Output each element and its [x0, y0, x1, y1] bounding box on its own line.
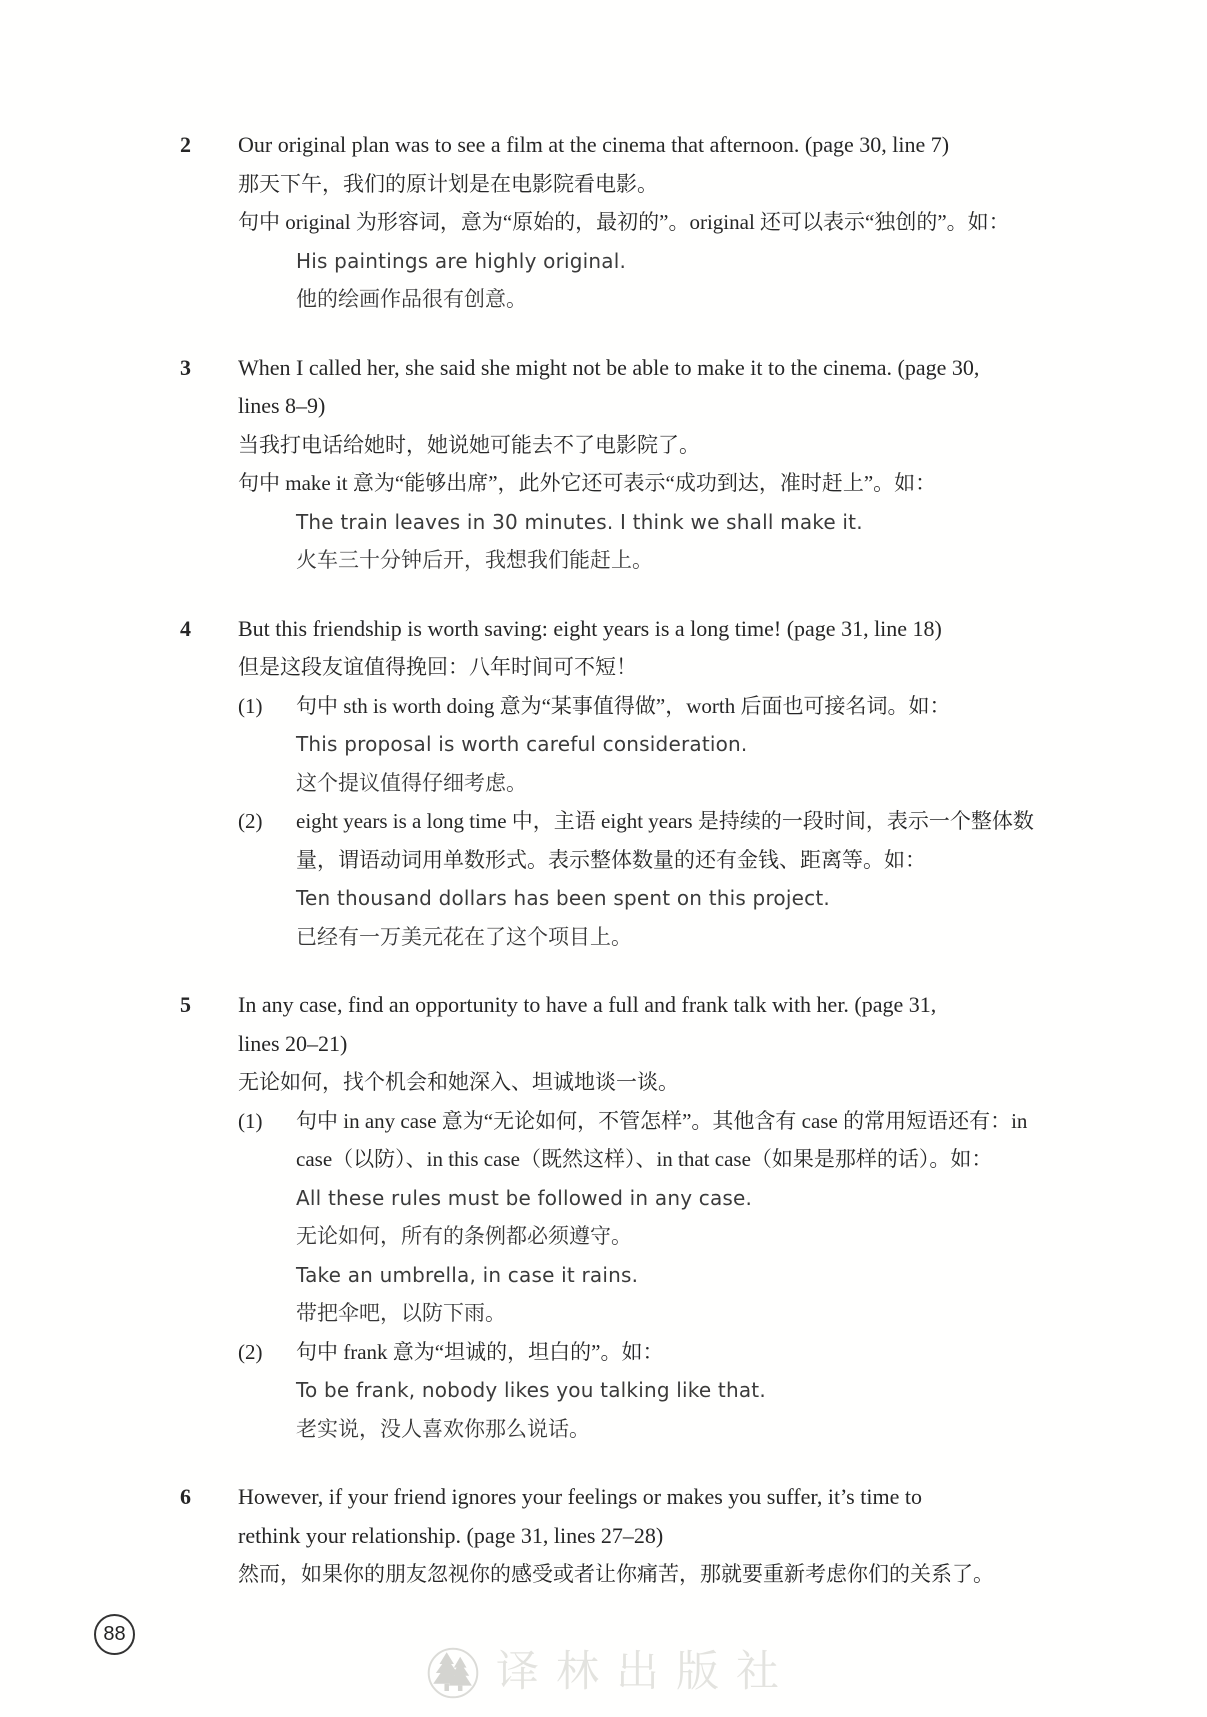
example-sentence-cn: 这个提议值得仔细考虑。	[296, 770, 527, 795]
subitem-1	[238, 1102, 1060, 1333]
usage-note-line: case（以防）、in this case（既然这样）、in that case（如果是那样的话）。如：	[296, 1147, 993, 1171]
example-sentence-en: His paintings are highly original.	[296, 248, 627, 273]
item-number: 6	[180, 1484, 191, 1509]
sentence-translation: 当我打电话给她时，她说她可能去不了电影院了。	[238, 432, 700, 457]
usage-note-line: 句中 frank 意为“坦诚的，坦白的”。如：	[296, 1339, 664, 1364]
publisher-watermark	[426, 1646, 796, 1700]
usage-note-line: 句中 make it 意为“能够出席”，此外它还可表示“成功到达，准时赶上”。如：	[238, 471, 937, 495]
subitem-marker: (1)	[238, 693, 263, 718]
note-item-5	[180, 986, 1060, 1448]
example-sentence-en: To be frank, nobody likes you talking like that.	[296, 1378, 766, 1402]
usage-note-line: 句中 original 为形容词，意为“原始的，最初的”。original 还可以表示“独创的”。如：	[238, 210, 1010, 234]
example-sentence-cn: 已经有一万美元花在了这个项目上。	[296, 924, 632, 949]
subitem-marker: (2)	[238, 809, 263, 833]
page-number-badge	[94, 1614, 135, 1655]
source-sentence-line: In any case, find an opportunity to have a full and frank talk with her. (page 31,	[238, 992, 937, 1017]
source-sentence-line: Our original plan was to see a film at the cinema that afternoon. (page 30, line 7)	[238, 132, 950, 157]
example-sentence-cn: 他的绘画作品很有创意。	[296, 287, 527, 311]
source-sentence-line: But this friendship is worth saving: eight years is a long time! (page 31, line 18)	[238, 615, 942, 641]
usage-note-line: 句中 in any case 意为“无论如何，不管怎样”。其他含有 case 的常用短语还有：in	[296, 1108, 1028, 1133]
subitem-2	[238, 802, 1060, 956]
note-item-6	[180, 1478, 1060, 1594]
source-sentence-line: However, if your friend ignores your feelings or makes you suffer, it’s time to	[238, 1484, 922, 1509]
usage-note-line: eight years is a long time 中，主语 eight years 是持续的一段时间，表示一个整体数	[296, 809, 1034, 833]
item-number: 3	[180, 354, 191, 380]
sentence-translation: 那天下午，我们的原计划是在电影院看电影。	[238, 171, 658, 196]
source-sentence-line: lines 8–9)	[238, 393, 326, 418]
item-number: 2	[180, 132, 191, 157]
example-sentence-cn: 火车三十分钟后开，我想我们能赶上。	[296, 548, 653, 572]
example-sentence-cn: 老实说，没人喜欢你那么说话。	[296, 1416, 590, 1441]
subitem-2	[238, 1333, 1060, 1449]
example-block	[296, 242, 1060, 319]
note-item-4	[180, 610, 1060, 957]
language-notes-list	[180, 126, 1060, 1624]
usage-note-line: 量，谓语动词用单数形式。表示整体数量的还有金钱、距离等。如：	[296, 847, 926, 872]
subitem-1	[238, 687, 1060, 803]
source-sentence-line: rethink your relationship. (page 31, lines 27–28)	[238, 1522, 664, 1548]
example-sentence-en: Take an umbrella, in case it rains.	[296, 1262, 639, 1287]
example-sentence-en: The train leaves in 30 minutes. I think we shall make it.	[296, 509, 863, 534]
subitem-marker: (2)	[238, 1339, 263, 1364]
example-block	[296, 503, 1060, 580]
sentence-translation: 然而，如果你的朋友忽视你的感受或者让你痛苦，那就要重新考虑你们的关系了。	[238, 1562, 994, 1586]
note-item-2	[180, 126, 1060, 319]
example-sentence-en: Ten thousand dollars has been spent on this project.	[296, 886, 830, 910]
example-sentence-cn: 无论如何，所有的条例都必须遵守。	[296, 1224, 632, 1248]
example-sentence-en: All these rules must be followed in any case.	[296, 1185, 753, 1210]
usage-note-line: 句中 sth is worth doing 意为“某事值得做”，worth 后面也可接名词。如：	[296, 693, 951, 718]
page-number: 88	[103, 1623, 126, 1645]
note-item-3	[180, 349, 1060, 580]
source-sentence-line: When I called her, she said she might not be able to make it to the cinema. (page 30,	[238, 354, 980, 380]
pine-trees-circle-logo-icon	[426, 1646, 480, 1700]
subitem-marker: (1)	[238, 1108, 263, 1133]
sentence-translation: 无论如何，找个机会和她深入、坦诚地谈一谈。	[238, 1070, 679, 1094]
example-sentence-cn: 带把伞吧，以防下雨。	[296, 1301, 506, 1325]
sentence-translation: 但是这段友谊值得挽回：八年时间可不短！	[238, 655, 637, 679]
item-number: 4	[180, 615, 191, 641]
source-sentence-line: lines 20–21)	[238, 1030, 348, 1056]
publisher-name: 译林出版社	[496, 1649, 796, 1697]
item-number: 5	[180, 992, 191, 1017]
example-sentence-en: This proposal is worth careful consideration.	[296, 732, 748, 756]
